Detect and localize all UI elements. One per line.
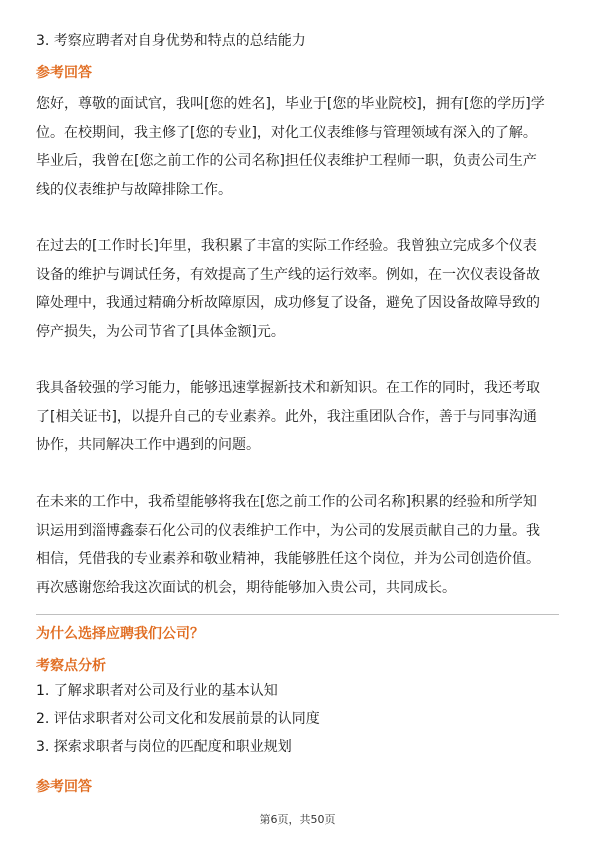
section-divider: [36, 614, 559, 615]
paragraph-line: 位。在校期间，我主修了[您的专业]，对化工仪表维修与管理领域有深入的了解。: [36, 124, 537, 141]
answer-paragraph-3: [36, 374, 540, 460]
paragraph-line: 相信，凭借我的专业素养和敬业精神，我能够胜任这个岗位，并为公司创造价值。: [36, 551, 540, 567]
question-heading: 为什么选择应聘我们公司？: [36, 626, 204, 642]
paragraph-line: 识运用到淄博鑫泰石化公司的仪表维护工作中，为公司的发展贡献自己的力量。我: [36, 522, 540, 539]
answer-paragraph-2: [36, 232, 540, 346]
list-item: 1. 了解求职者对公司及行业的基本认知: [36, 683, 278, 699]
paragraph-line: 毕业后，我曾在[您之前工作的公司名称]担任仪表维护工程师一职，负责公司生产: [36, 153, 537, 169]
reference-answer-heading-2: 参考回答: [36, 779, 92, 795]
paragraph-line: 障处理中，我通过精确分析故障原因，成功修复了设备，避免了因设备故障导致的: [36, 295, 540, 311]
paragraph-line: 了[相关证书]，以提升自己的专业素养。此外，我注重团队合作，善于与同事沟通: [36, 408, 537, 425]
paragraph-line: 停产损失，为公司节省了[具体金额]元。: [36, 323, 285, 340]
page-indicator: 第6页，共50页: [259, 813, 336, 826]
analysis-list: [36, 680, 320, 764]
paragraph-line: 在未来的工作中，我希望能够将我在[您之前工作的公司名称]积累的经验和所学知: [36, 494, 537, 510]
paragraph-line: 您好，尊敬的面试官，我叫[您的姓名]，毕业于[您的毕业院校]，拥有[您的学历]学: [36, 96, 545, 112]
paragraph-line: 设备的维护与调试任务，有效提高了生产线的运行效率。例如，在一次仪表设备故: [36, 266, 540, 283]
analysis-heading: 考察点分析: [36, 658, 106, 674]
paragraph-line: 在过去的[工作时长]年里，我积累了丰富的实际工作经验。我曾独立完成多个仪表: [36, 238, 537, 254]
paragraph-line: 再次感谢您给我这次面试的机会，期待能够加入贵公司，共同成长。: [36, 579, 456, 596]
answer-paragraph-1: [36, 90, 545, 204]
reference-answer-heading: 参考回答: [36, 65, 92, 81]
paragraph-line: 协作，共同解决工作中遇到的问题。: [36, 437, 260, 453]
paragraph-line: 我具备较强的学习能力，能够迅速掌握新技术和新知识。在工作的同时，我还考取: [36, 380, 540, 396]
answer-paragraph-4: [36, 488, 540, 602]
list-item: 3. 探索求职者与岗位的匹配度和职业规划: [36, 739, 292, 755]
analysis-item-3: 3. 考察应聘者对自身优势和特点的总结能力: [36, 33, 306, 49]
list-item: 2. 评估求职者对公司文化和发展前景的认同度: [36, 711, 320, 727]
paragraph-line: 线的仪表维护与故障排除工作。: [36, 181, 232, 198]
